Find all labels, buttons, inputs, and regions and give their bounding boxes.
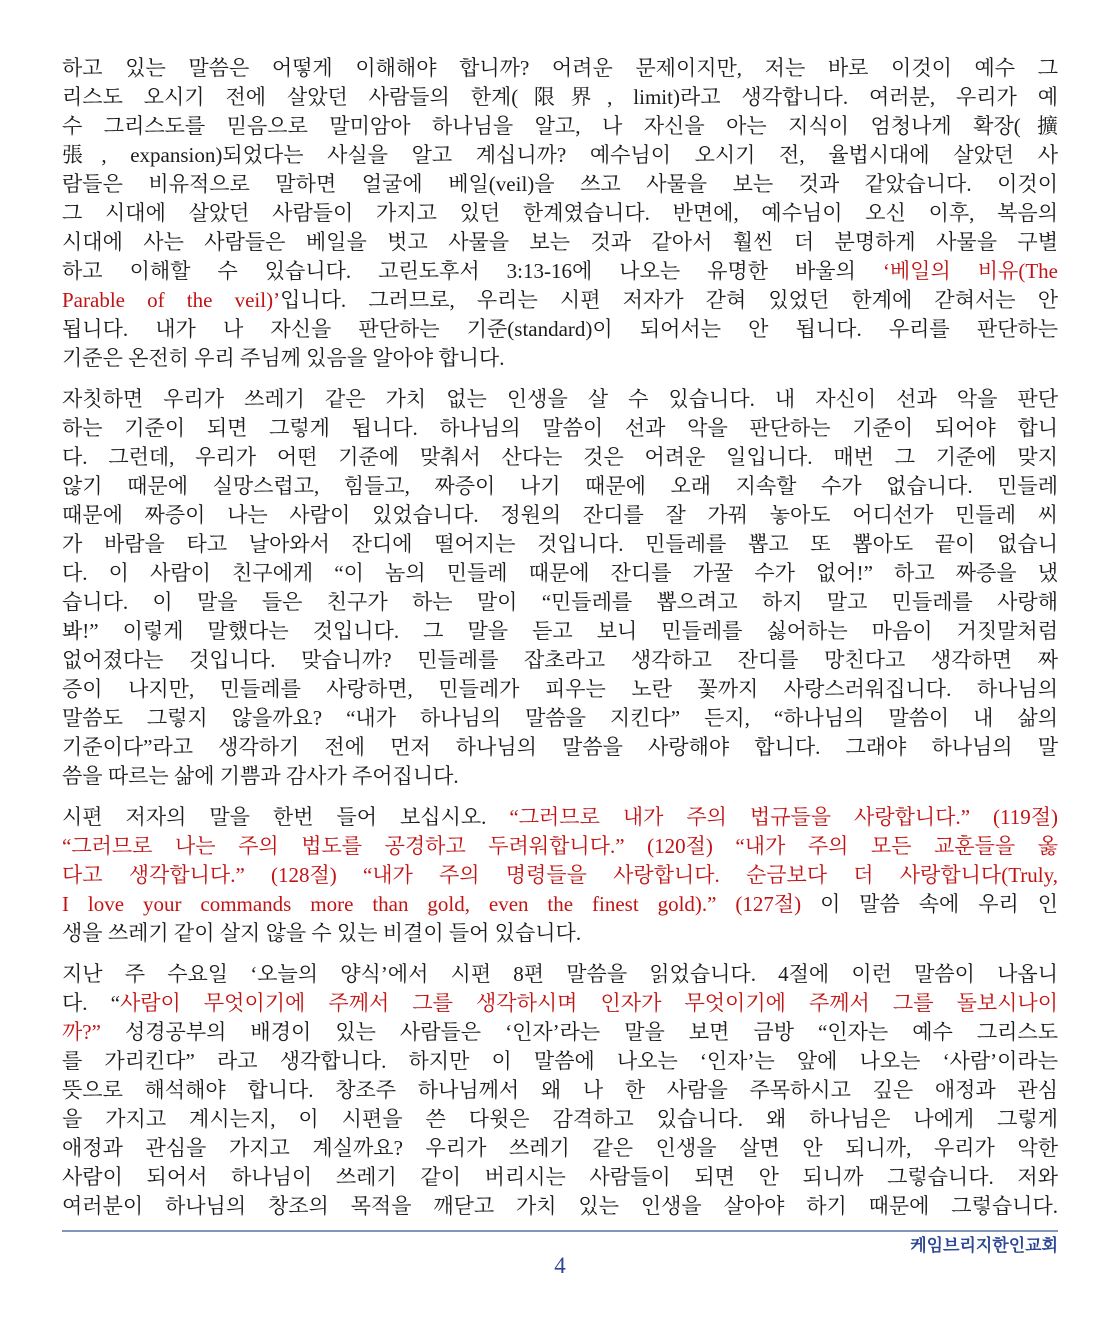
body-text: 입니다. 그러므로, 우리는 시편 저자가 갇혀 있었던 한계에 갇혀서는 안 bbox=[280, 288, 1058, 312]
body-text: 없어졌다는 것입니다. 맞습니까? 민들레를 잡초라고 생각하고 잔디를 망친다고 생각하면 짜 bbox=[62, 648, 1058, 672]
text-line bbox=[62, 588, 1058, 617]
body-text: 됩니다. 내가 나 자신을 판단하는 기준(standard)이 되어서는 안 됩니다. 우리를 판단하는 bbox=[62, 317, 1058, 341]
text-line bbox=[62, 803, 1058, 832]
text-line bbox=[62, 675, 1058, 704]
body-text: 시편 저자의 말을 한번 들어 보십시오. bbox=[62, 805, 510, 829]
footer-divider bbox=[62, 1230, 1058, 1232]
text-line bbox=[62, 286, 1058, 315]
body-text: 을 가지고 계시는지, 이 시편을 쓴 다윗은 감격하고 있습니다. 왜 하나님은 나에게 그렇게 bbox=[62, 1107, 1058, 1131]
body-text: 증이 나지만, 민들레를 사랑하면, 민들레가 피우는 노란 꽃까지 사랑스러워집니다. 하나님의 bbox=[62, 677, 1058, 701]
body-text: 하는 기준이 되면 그렇게 됩니다. 하나님의 말씀이 선과 악을 판단하는 기준이 되어야 합니 bbox=[62, 416, 1058, 440]
text-line bbox=[62, 617, 1058, 646]
text-line bbox=[62, 1134, 1058, 1163]
text-line bbox=[62, 501, 1058, 530]
text-line bbox=[62, 1105, 1058, 1134]
body-text: 가 바람을 타고 날아와서 잔디에 떨어지는 것입니다. 민들레를 뽑고 또 뽑아도 끝이 없습니 bbox=[62, 532, 1058, 556]
text-line bbox=[62, 1192, 1058, 1221]
text-line bbox=[62, 861, 1058, 890]
body-text: 리스도 오시기 전에 살았던 사람들의 한계(限界, limit)라고 생각합니다. 여러분, 우리가 예 bbox=[62, 85, 1058, 109]
text-line bbox=[62, 890, 1058, 919]
text-line bbox=[62, 414, 1058, 443]
highlighted-text: ‘베일의 비유(The bbox=[882, 259, 1058, 283]
text-line bbox=[62, 559, 1058, 588]
body-text: 를 가리킨다” 라고 생각합니다. 하지만 이 말씀에 나오는 ‘인자’는 앞에 나오는 ‘사람’이라는 bbox=[62, 1049, 1058, 1073]
body-text: 습니다. 이 말을 들은 친구가 하는 말이 “민들레를 뽑으려고 하지 말고 민들레를 사랑해 bbox=[62, 590, 1058, 614]
text-line bbox=[62, 54, 1058, 83]
body-text: 張, expansion)되었다는 사실을 알고 계십니까? 예수님이 오시기 전, 율법시대에 살았던 사 bbox=[62, 143, 1058, 167]
body-text: 하고 있는 말씀은 어떻게 이해해야 합니까? 어려운 문제이지만, 저는 바로 이것이 예수 그 bbox=[62, 56, 1058, 80]
text-line bbox=[62, 1047, 1058, 1076]
text-line bbox=[62, 443, 1058, 472]
footer bbox=[62, 1230, 1058, 1279]
body-text: 애정과 관심을 가지고 계실까요? 우리가 쓰레기 같은 인생을 살면 안 되니까, 우리가 악한 bbox=[62, 1136, 1058, 1160]
body-text: 말씀도 그렇지 않을까요? “내가 하나님의 말씀을 지킨다” 든지, “하나님의 말씀이 내 삶의 bbox=[62, 706, 1058, 730]
text-line bbox=[62, 228, 1058, 257]
document-body bbox=[62, 54, 1058, 1221]
body-text: 때문에 짜증이 나는 사람이 있었습니다. 정원의 잔디를 잘 가꿔 놓아도 어디선가 민들레 씨 bbox=[62, 503, 1058, 527]
body-text: 여러분이 하나님의 창조의 목적을 깨닫고 가치 있는 인생을 살아야 하기 때문에 그렇습니다. bbox=[62, 1194, 1058, 1218]
text-line bbox=[62, 315, 1058, 344]
body-text: 기준은 온전히 우리 주님께 있음을 알아야 합니다. bbox=[62, 346, 505, 370]
body-text: 않기 때문에 실망스럽고, 힘들고, 짜증이 나기 때문에 오래 지속할 수가 없습니다. 민들레 bbox=[62, 474, 1058, 498]
body-text: 하고 이해할 수 있습니다. 고린도후서 3:13-16에 나오는 유명한 바울의 bbox=[62, 259, 883, 283]
highlighted-text: 사람이 무엇이기에 주께서 그를 생각하시며 인자가 무엇이기에 주께서 그를 돌보시나이 bbox=[119, 991, 1058, 1015]
text-line bbox=[62, 733, 1058, 762]
body-text: 뜻으로 해석해야 합니다. 창조주 하나님께서 왜 나 한 사람을 주목하시고 깊은 애정과 관심 bbox=[62, 1078, 1058, 1102]
highlighted-text: “그러므로 내가 주의 법규들을 사랑합니다.” (119절) bbox=[509, 805, 1058, 829]
body-text: 생을 쓰레기 같이 살지 않을 수 있는 비결이 들어 있습니다. bbox=[62, 921, 582, 945]
highlighted-text: 다고 생각합니다.” (128절) “내가 주의 명령들을 사랑합니다. 순금보다 더 사랑합니다(Truly, bbox=[62, 863, 1058, 887]
body-text: 다. 그런데, 우리가 어떤 기준에 맞춰서 산다는 것은 어려운 일입니다. 매번 그 기준에 맞지 bbox=[62, 445, 1058, 469]
text-line bbox=[62, 704, 1058, 733]
text-line bbox=[62, 257, 1058, 286]
body-text: 기준이다”라고 생각하기 전에 먼저 하나님의 말씀을 사랑해야 합니다. 그래야 하나님의 말 bbox=[62, 735, 1058, 759]
paragraph bbox=[62, 385, 1058, 791]
body-text: 다. “ bbox=[62, 991, 120, 1015]
highlighted-text: 까?” bbox=[62, 1020, 125, 1044]
body-text: 다. 이 사람이 친구에게 “이 놈의 민들레 때문에 잔디를 가꿀 수가 없어!” 하고 짜증을 냈 bbox=[62, 561, 1058, 585]
text-line bbox=[62, 472, 1058, 501]
highlighted-text: “그러므로 나는 주의 법도를 공경하고 두려워합니다.” (120절) “내가 주의 모든 교훈들을 옳 bbox=[62, 834, 1058, 858]
highlighted-text: Parable of the veil)’ bbox=[62, 288, 281, 312]
body-text: 봐!” 이렇게 말했다는 것입니다. 그 말을 듣고 보니 민들레를 싫어하는 마음이 거짓말처럼 bbox=[62, 619, 1058, 643]
text-line bbox=[62, 762, 1058, 791]
body-text: 지난 주 수요일 ‘오늘의 양식’에서 시편 8편 말씀을 읽었습니다. 4절에 이런 말씀이 나옵니 bbox=[62, 962, 1058, 986]
paragraph bbox=[62, 803, 1058, 948]
text-line bbox=[62, 112, 1058, 141]
text-line bbox=[62, 989, 1058, 1018]
body-text: 람들은 비유적으로 말하면 얼굴에 베일(veil)을 쓰고 사물을 보는 것과 같았습니다. 이것이 bbox=[62, 172, 1058, 196]
page-number: 4 bbox=[554, 1253, 566, 1278]
document-page bbox=[62, 54, 1058, 1279]
text-line bbox=[62, 1076, 1058, 1105]
body-text: 그 시대에 살았던 사람들이 가지고 있던 한계였습니다. 반면에, 예수님이 오신 이후, 복음의 bbox=[62, 201, 1058, 225]
text-line bbox=[62, 1018, 1058, 1047]
text-line bbox=[62, 385, 1058, 414]
text-line bbox=[62, 646, 1058, 675]
text-line bbox=[62, 141, 1058, 170]
text-line bbox=[62, 919, 1058, 948]
text-line bbox=[62, 530, 1058, 559]
body-text: 수 그리스도를 믿음으로 말미암아 하나님을 알고, 나 자신을 아는 지식이 엄청나게 확장(擴 bbox=[62, 114, 1058, 138]
text-line bbox=[62, 170, 1058, 199]
paragraph bbox=[62, 54, 1058, 373]
church-name: 케임브리지한인교회 bbox=[910, 1236, 1058, 1255]
body-text: 씀을 따르는 삶에 기쁨과 감사가 주어집니다. bbox=[62, 764, 459, 788]
text-line bbox=[62, 344, 1058, 373]
body-text: 이 말씀 속에 우리 인 bbox=[820, 892, 1058, 916]
highlighted-text: I love your commands more than gold, even the finest gold).” (127절) bbox=[62, 892, 821, 916]
text-line bbox=[62, 199, 1058, 228]
paragraph bbox=[62, 960, 1058, 1221]
body-text: 성경공부의 배경이 있는 사람들은 ‘인자’라는 말을 보면 금방 “인자는 예수 그리스도 bbox=[124, 1020, 1058, 1044]
text-line bbox=[62, 960, 1058, 989]
text-line bbox=[62, 83, 1058, 112]
body-text: 시대에 사는 사람들은 베일을 벗고 사물을 보는 것과 같아서 훨씬 더 분명하게 사물을 구별 bbox=[62, 230, 1058, 254]
body-text: 사람이 되어서 하나님이 쓰레기 같이 버리시는 사람들이 되면 안 되니까 그렇습니다. 저와 bbox=[62, 1165, 1058, 1189]
text-line bbox=[62, 1163, 1058, 1192]
body-text: 자칫하면 우리가 쓰레기 같은 가치 없는 인생을 살 수 있습니다. 내 자신이 선과 악을 판단 bbox=[62, 387, 1058, 411]
text-line bbox=[62, 832, 1058, 861]
